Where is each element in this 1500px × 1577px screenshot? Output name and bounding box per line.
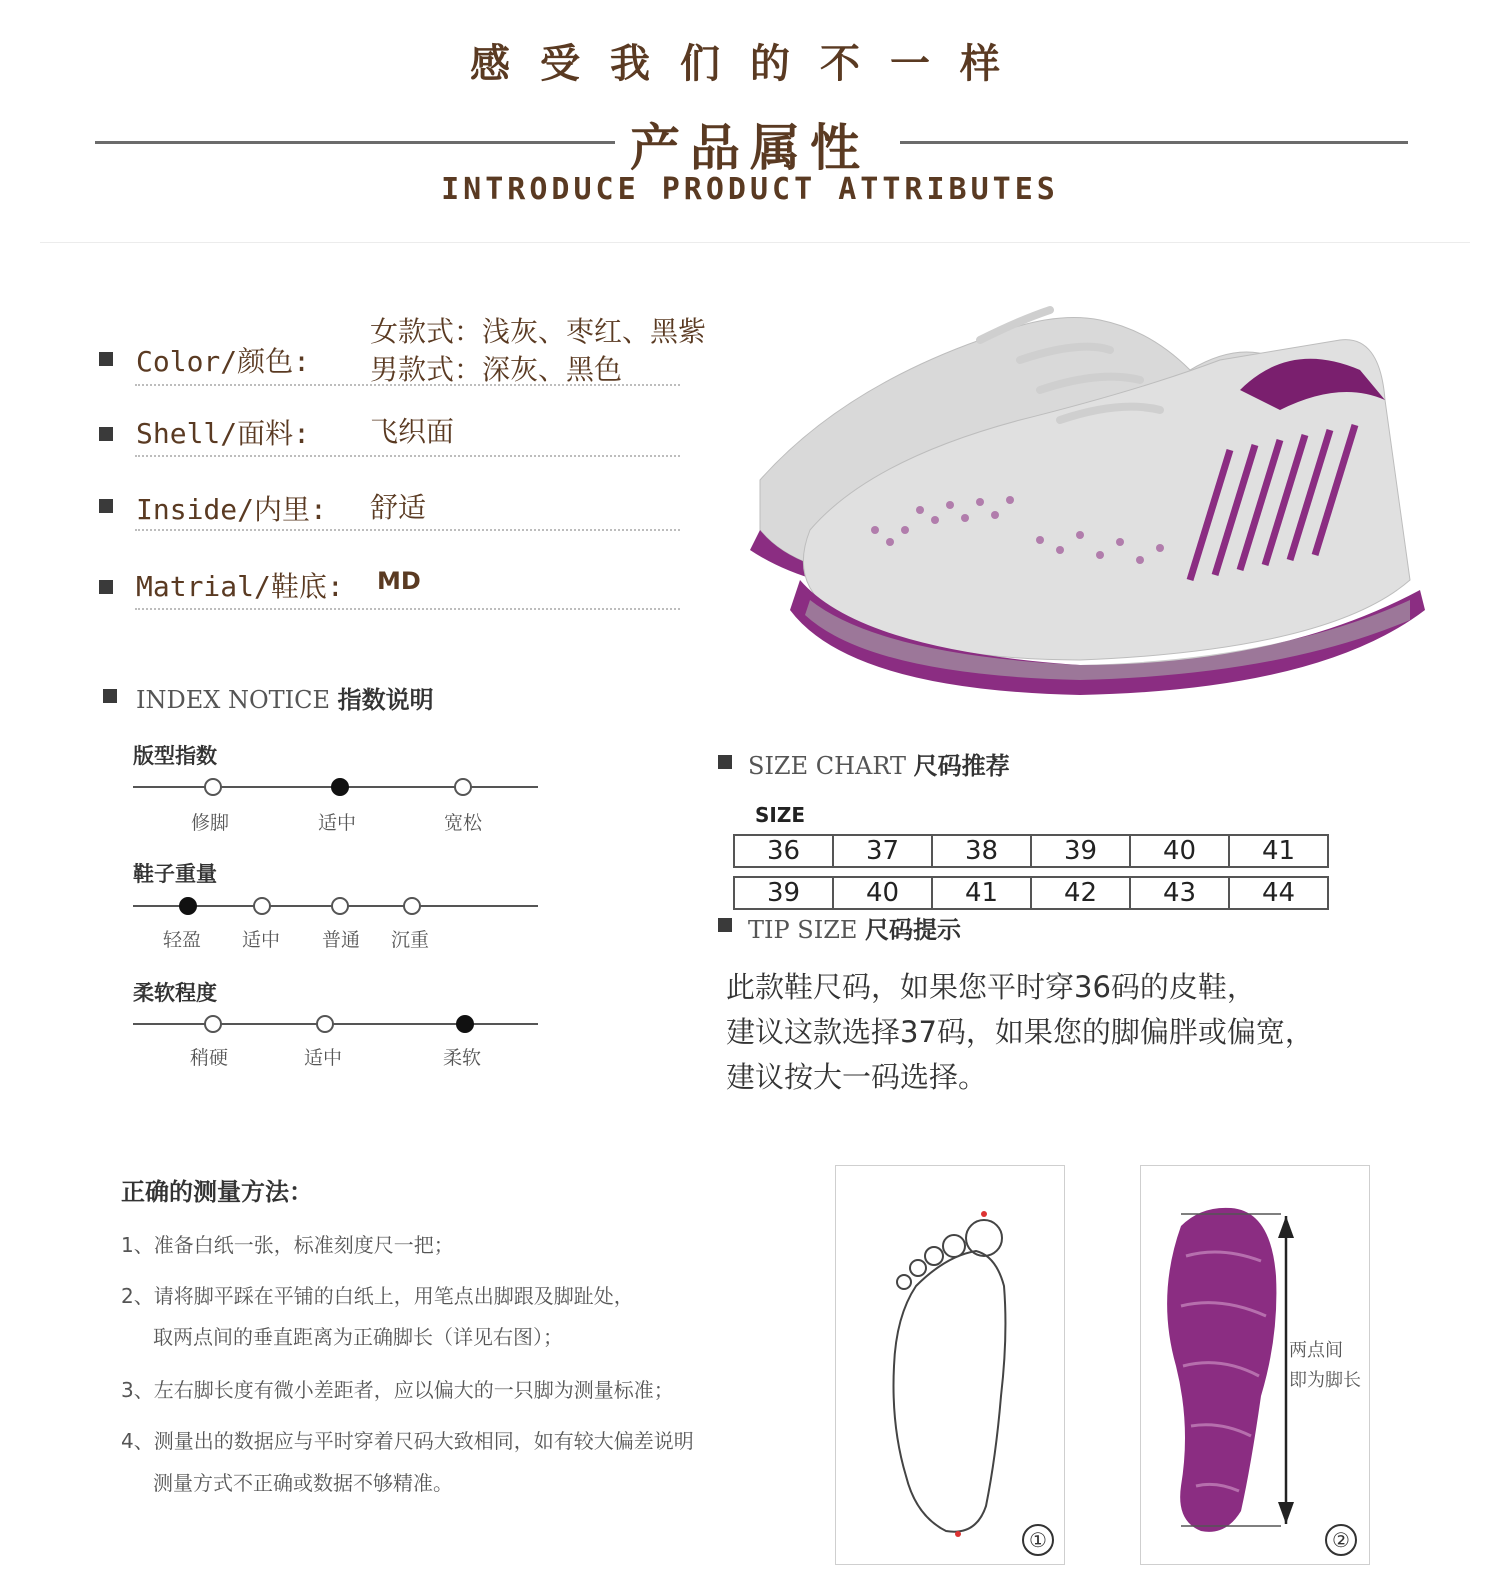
size-cell: 36 bbox=[734, 835, 833, 867]
size-cell: 40 bbox=[1130, 835, 1229, 867]
scale-softness-option-2: 柔软 bbox=[443, 1047, 482, 1069]
scale-fit-option-2: 宽松 bbox=[444, 812, 483, 834]
measure-step-4: 4、测量出的数据应与平时穿着尺码大致相同，如有较大偏差说明 bbox=[121, 1429, 694, 1453]
scale-weight-option-3: 沉重 bbox=[391, 929, 430, 951]
measure-step-2: 2、请将脚平踩在平铺的白纸上，用笔点出脚跟及脚趾处， bbox=[121, 1284, 634, 1308]
attr-sole-label: Matrial/鞋底: bbox=[136, 570, 344, 603]
page-title: 产品属性 bbox=[630, 119, 870, 177]
attr-inside-label: Inside/内里: bbox=[136, 493, 327, 526]
figure-2-number: ② bbox=[1325, 1524, 1357, 1556]
scale-softness-dot-2-selected bbox=[456, 1015, 474, 1033]
scale-softness-title: 柔软程度 bbox=[133, 981, 217, 1005]
figure-1-number: ① bbox=[1022, 1524, 1054, 1556]
scale-fit-title: 版型指数 bbox=[133, 744, 217, 768]
size-cell: 41 bbox=[932, 877, 1031, 909]
bullet-icon bbox=[99, 427, 113, 441]
tip-size-title bbox=[748, 910, 961, 945]
bullet-icon bbox=[99, 499, 113, 513]
scale-weight-option-2: 普通 bbox=[322, 929, 361, 951]
size-cell: 38 bbox=[932, 835, 1031, 867]
attr-color-value-2: 男款式：深灰、黑色 bbox=[370, 353, 623, 386]
attr-shell-label: Shell/面料: bbox=[136, 417, 311, 450]
dotted-divider bbox=[135, 384, 680, 386]
scale-softness-dot-0 bbox=[204, 1015, 222, 1033]
index-notice-title-cn: 指数说明 bbox=[337, 686, 434, 714]
scale-fit-dot-0 bbox=[204, 778, 222, 796]
tip-text-line-3: 建议按大一码选择。 bbox=[726, 1060, 988, 1094]
size-cell: 42 bbox=[1031, 877, 1130, 909]
tip-size-title-en: TIP SIZE bbox=[748, 916, 858, 944]
measure-step-4-cont: 测量方式不正确或数据不够精准。 bbox=[153, 1471, 453, 1495]
dotted-divider bbox=[135, 608, 680, 610]
measure-step-3: 3、左右脚长度有微小差距者，应以偏大的一只脚为测量标准； bbox=[121, 1378, 674, 1402]
scale-fit-dot-2 bbox=[454, 778, 472, 796]
bullet-icon bbox=[718, 918, 732, 932]
scale-weight-option-0: 轻盈 bbox=[163, 929, 202, 951]
scale-weight-dot-0-selected bbox=[179, 897, 197, 915]
bullet-icon bbox=[103, 689, 117, 703]
scale-softness-track bbox=[133, 1023, 538, 1025]
header-tagline: 感受我们的不一样 bbox=[470, 41, 1030, 87]
scale-softness-option-1: 适中 bbox=[304, 1047, 343, 1069]
dotted-divider bbox=[135, 455, 680, 457]
bullet-icon bbox=[99, 352, 113, 366]
page-subtitle-en: INTRODUCE PRODUCT ATTRIBUTES bbox=[441, 172, 1059, 207]
tip-text-line-2: 建议这款选择37码，如果您的脚偏胖或偏宽， bbox=[726, 1015, 1314, 1049]
measure-step-2-cont: 取两点间的垂直距离为正确脚长（详见右图）； bbox=[153, 1325, 563, 1349]
size-cell: 41 bbox=[1229, 835, 1328, 867]
scale-softness-dot-1 bbox=[316, 1015, 334, 1033]
scale-fit-dot-1-selected bbox=[331, 778, 349, 796]
scale-weight-dot-2 bbox=[331, 897, 349, 915]
size-cell: 43 bbox=[1130, 877, 1229, 909]
foot-outline-icon bbox=[836, 1166, 1064, 1564]
size-table-row-2 bbox=[733, 876, 1329, 910]
scale-softness-option-0: 稍硬 bbox=[190, 1047, 229, 1069]
attr-color-label: Color/颜色: bbox=[136, 345, 311, 378]
size-table-row-1 bbox=[733, 834, 1329, 868]
figure-2-note-2: 即为脚长 bbox=[1289, 1370, 1361, 1391]
size-chart-title-cn: 尺码推荐 bbox=[913, 752, 1010, 780]
size-chart-title bbox=[748, 746, 1010, 781]
measure-title: 正确的测量方法： bbox=[121, 1178, 313, 1206]
size-cell: 40 bbox=[833, 877, 932, 909]
tip-text-line-1: 此款鞋尺码，如果您平时穿36码的皮鞋， bbox=[726, 970, 1256, 1004]
scale-fit-option-1: 适中 bbox=[318, 812, 357, 834]
measure-step-1: 1、准备白纸一张，标准刻度尺一把； bbox=[121, 1233, 454, 1257]
attr-shell-value: 飞织面 bbox=[370, 415, 455, 448]
bullet-icon bbox=[99, 580, 113, 594]
size-cell: 39 bbox=[734, 877, 833, 909]
size-cell: 44 bbox=[1229, 877, 1328, 909]
bullet-icon bbox=[718, 755, 732, 769]
scale-weight-option-1: 适中 bbox=[242, 929, 281, 951]
size-cell: 37 bbox=[833, 835, 932, 867]
index-notice-title bbox=[136, 680, 434, 715]
sole-figure bbox=[1140, 1165, 1370, 1565]
index-notice-title-en: INDEX NOTICE bbox=[136, 686, 331, 714]
size-cell: 39 bbox=[1031, 835, 1130, 867]
attr-inside-value: 舒适 bbox=[370, 491, 427, 524]
tip-size-title-cn: 尺码提示 bbox=[865, 916, 962, 944]
scale-weight-title: 鞋子重量 bbox=[133, 862, 217, 886]
size-label: SIZE bbox=[755, 803, 806, 827]
figure-2-note-1: 两点间 bbox=[1289, 1340, 1343, 1361]
scale-weight-dot-1 bbox=[253, 897, 271, 915]
scale-fit-option-0: 修脚 bbox=[191, 812, 230, 834]
attr-color-value-1: 女款式：浅灰、枣红、黑紫 bbox=[370, 315, 707, 348]
dotted-divider bbox=[135, 529, 680, 531]
shoe-image bbox=[720, 280, 1440, 710]
foot-outline-figure bbox=[835, 1165, 1065, 1565]
scale-weight-dot-3 bbox=[403, 897, 421, 915]
size-chart-title-en: SIZE CHART bbox=[748, 752, 907, 780]
attr-sole-value: MD bbox=[377, 567, 421, 595]
section-divider bbox=[40, 242, 1470, 243]
